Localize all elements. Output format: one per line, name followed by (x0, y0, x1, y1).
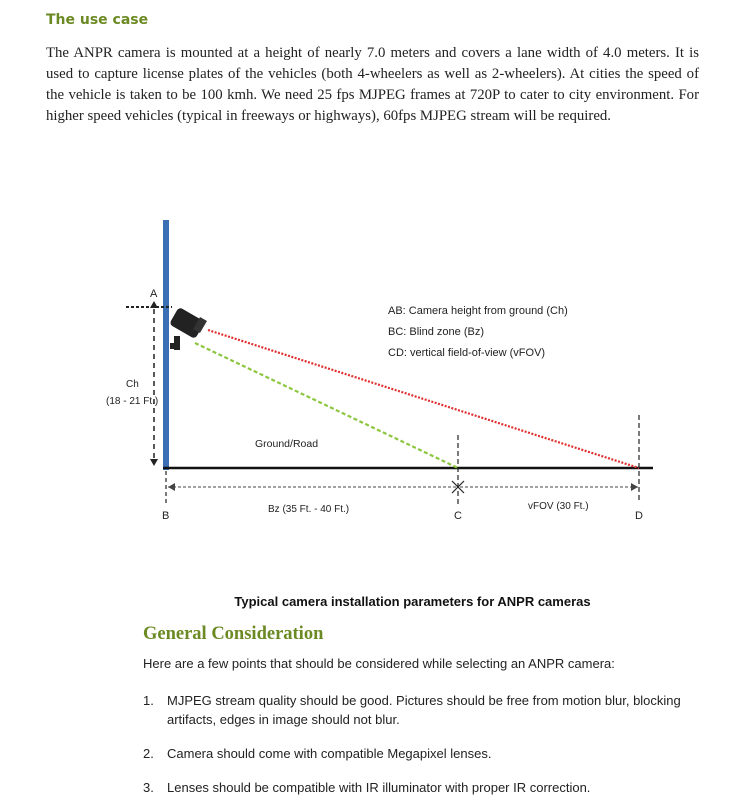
use-case-heading: The use case (46, 12, 149, 28)
figure-caption: Typical camera installation parameters for ANPR cameras (234, 594, 591, 609)
general-consideration-intro: Here are a few points that should be considered while selecting an ANPR camera: (143, 656, 615, 671)
point-b-label: B (162, 510, 170, 522)
list-item-number: 3. (143, 780, 154, 795)
legend-line-bc: BC: Blind zone (Bz) (388, 326, 484, 338)
list-item-text: Lenses should be compatible with IR illuminator with proper IR correction. (167, 780, 591, 795)
lower-ray-line (195, 343, 458, 468)
legend-line-ab: AB: Camera height from ground (Ch) (388, 305, 568, 317)
point-d-label: D (635, 510, 643, 522)
point-c-label: C (454, 510, 462, 522)
list-item-number: 1. (143, 693, 154, 708)
legend-line-cd: CD: vertical field-of-view (vFOV) (388, 347, 546, 359)
diagram-svg (90, 215, 660, 545)
list-item (143, 744, 683, 763)
bz-arrow-left (168, 483, 175, 491)
height-arrow-top (150, 301, 158, 308)
list-item-text: MJPEG stream quality should be good. Pictures should be free from motion blur, blocking artifacts, edges in image should not blur. (167, 693, 681, 727)
height-arrow-bottom (150, 459, 158, 466)
list-item-number: 2. (143, 746, 154, 761)
camera-pole (163, 220, 169, 470)
list-item-text: Camera should come with compatible Megapixel lenses. (167, 746, 492, 761)
general-consideration-heading: General Consideration (143, 624, 324, 644)
list-item (143, 691, 683, 729)
point-a-label: A (150, 288, 158, 300)
camera-icon (169, 307, 207, 350)
blind-zone-label: Bz (35 Ft. - 40 Ft.) (268, 504, 350, 515)
vfov-label: vFOV (30 Ft.) (528, 501, 589, 512)
camera-installation-diagram (90, 215, 660, 545)
height-label-range: (18 - 21 Ft.) (106, 396, 159, 407)
height-label-ch: Ch (126, 379, 139, 390)
ground-road-label: Ground/Road (255, 438, 319, 450)
list-item (143, 778, 683, 797)
consideration-list (143, 691, 683, 797)
use-case-paragraph: The ANPR camera is mounted at a height of nearly 7.0 meters and covers a lane width of 4.0 meters. It is used to capture license plates of the vehicles (both 4-wheelers as well as 2-wheelers). At cities the speed of the vehicle is taken to be 100 kmh. We need 25 fps MJPEG frames at 720P to cater to city environment. For higher speed vehicles (typical in freeways or highways), 60fps MJPEG stream will be required. (46, 45, 699, 124)
vfov-arrow-right (631, 483, 638, 491)
